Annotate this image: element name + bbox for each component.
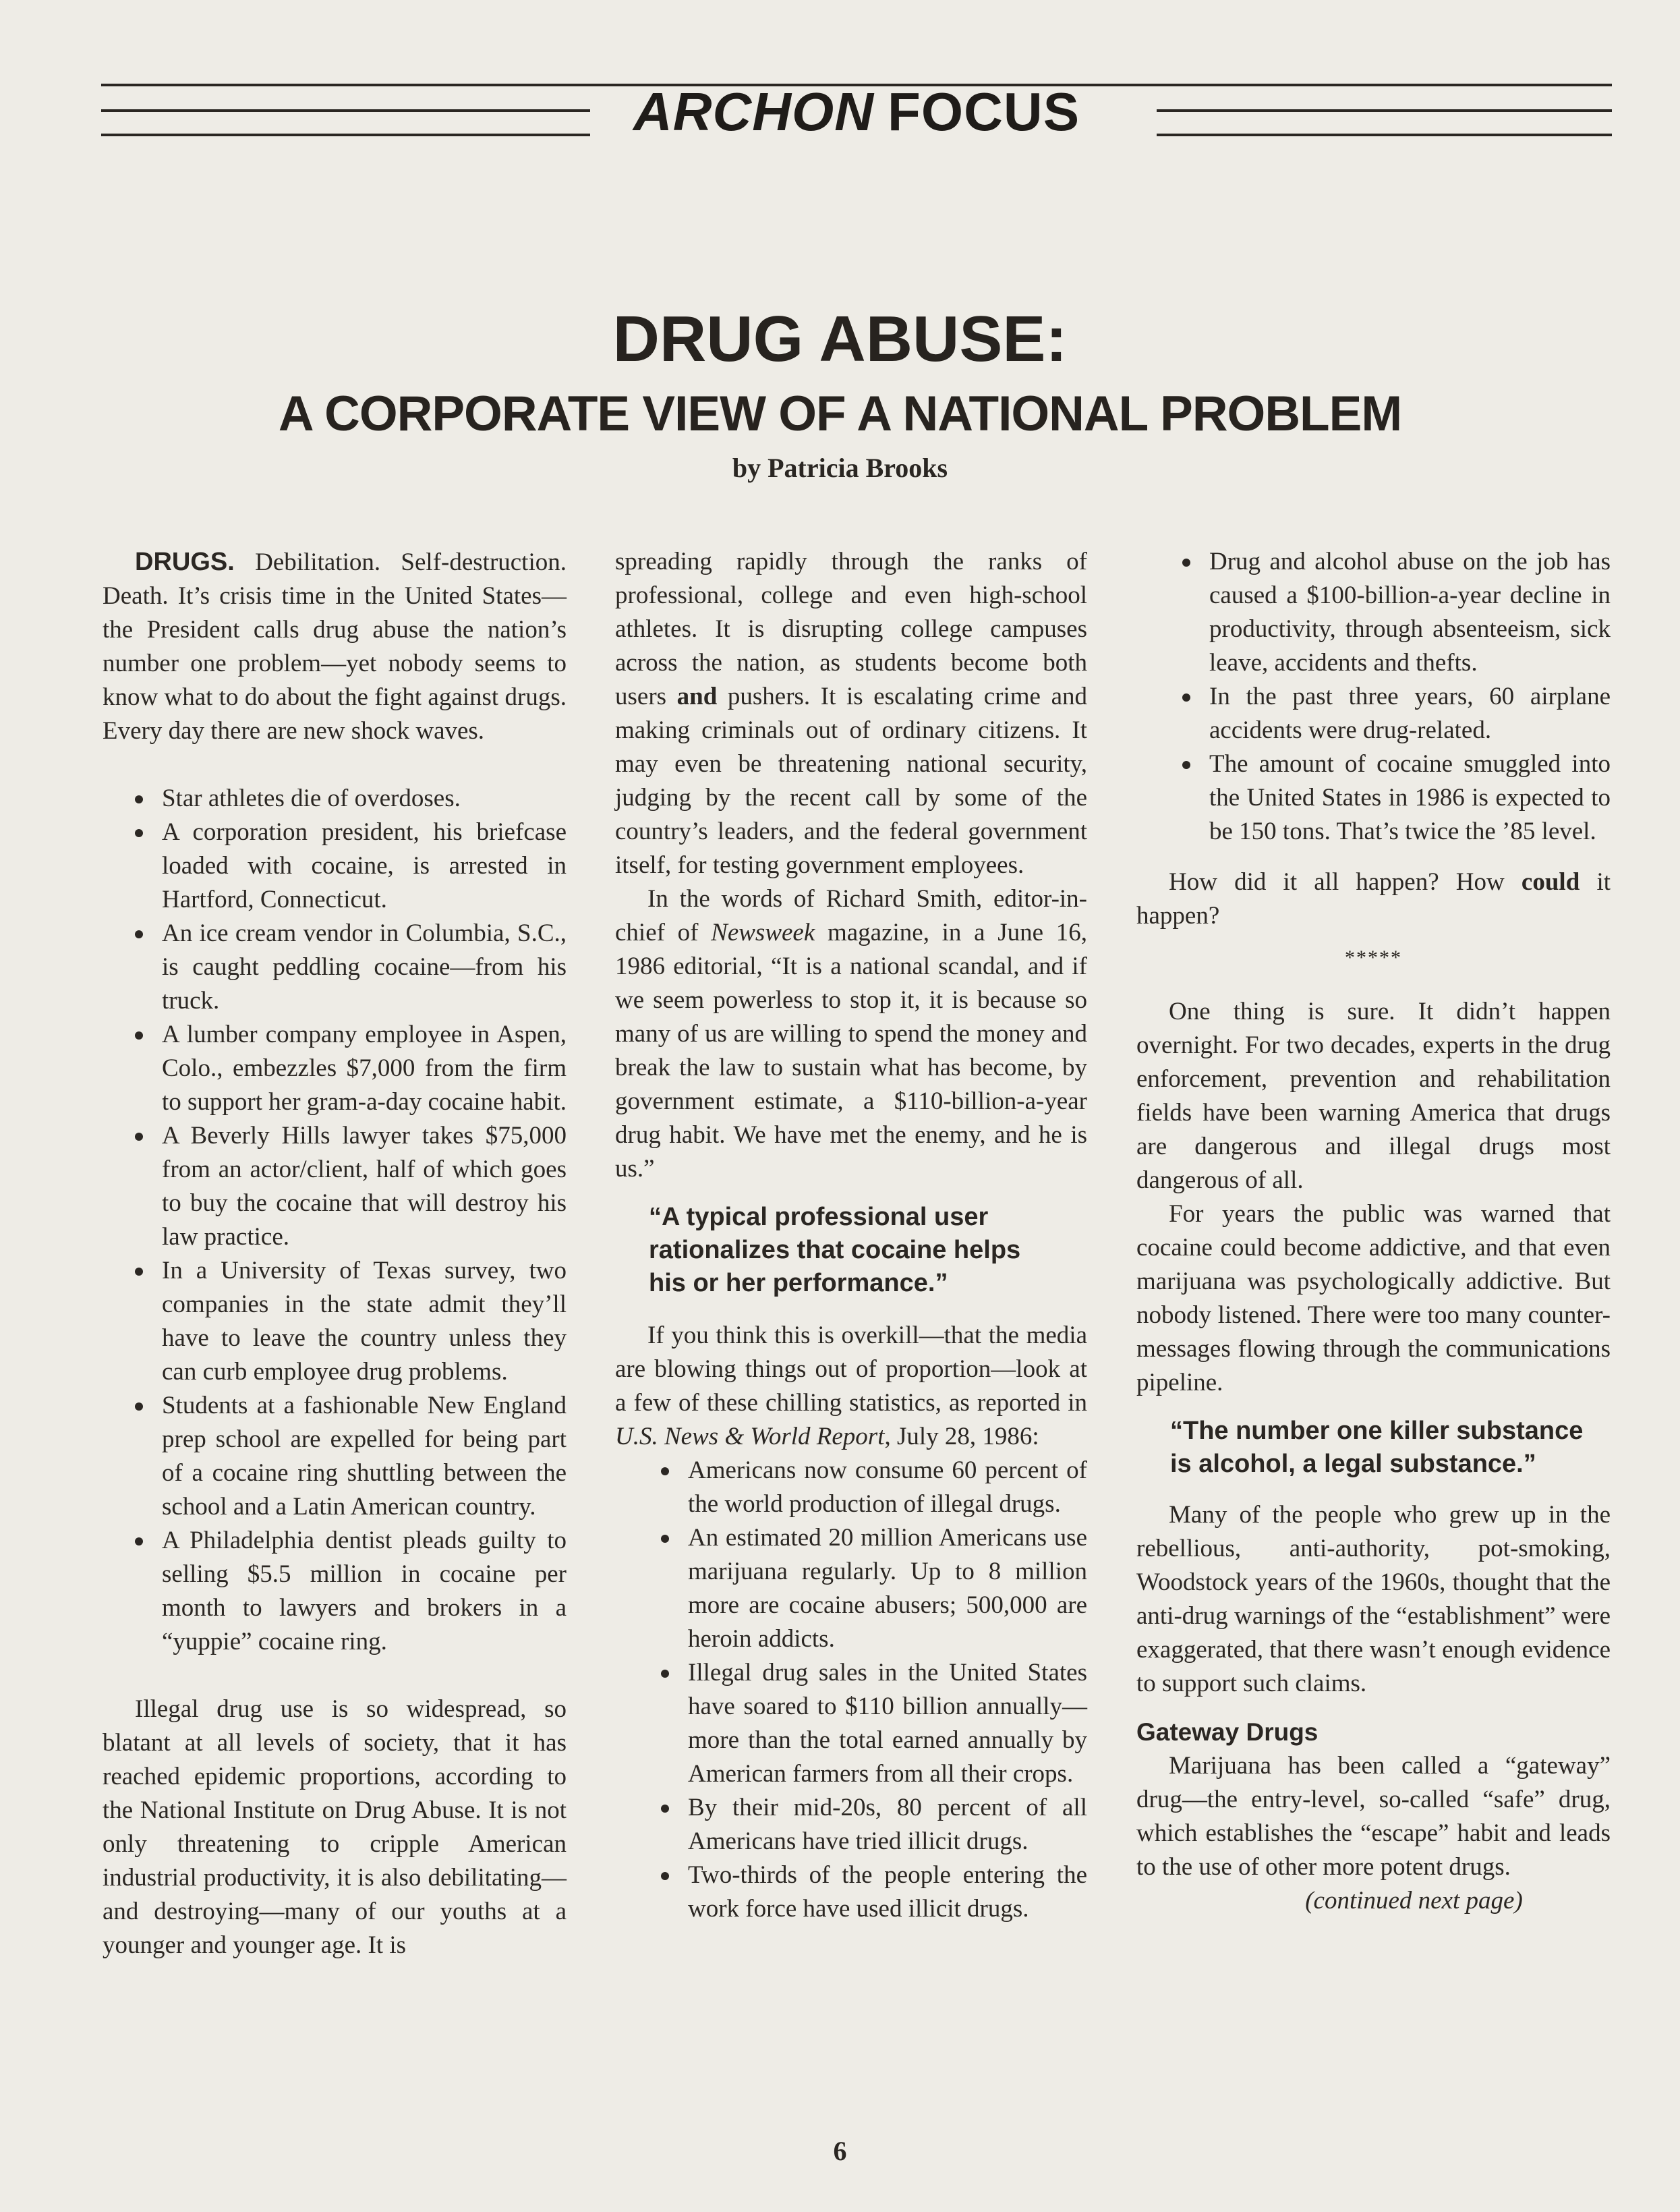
statistics-list-continued [1177,545,1611,849]
section-break: ***** [1345,946,1402,969]
emphasis: and [676,683,718,710]
masthead [101,74,1612,142]
statistics-list [656,1454,1087,1926]
list-item: A lumber company employee in Aspen, Colo., embezzles $7,000 from the firm to support her gram-a-day cocaine habit. [129,1018,567,1119]
section-heading: Gateway Drugs [1136,1718,1319,1746]
paragraph [615,882,1087,1186]
text-run: pushers. It is escalating crime and making criminals out of ordinary citizens. It may even be threatening national security, judging by the recent call by some of the country’s leaders, and the federal government itself, for testing government employees. [615,683,1087,879]
list-item: A Philadelphia dentist pleads guilty to selling $5.5 million in cocaine per month to lawyers and brokers in a “yuppie” cocaine ring. [129,1524,567,1659]
pull-quote: “A typical professional user rationalizes that cocaine helps his or her performance.” [649,1203,1021,1297]
list-item: Star athletes die of overdoses. [129,782,567,816]
pull-quote: “The number one killer substance is alcohol, a legal substance.” [1170,1417,1584,1478]
paragraph: One thing is sure. It didn’t happen overnight. For two decades, experts in the drug enforcement, prevention and rehabilitation fields have been warning America that drugs are dangerous and illegal drugs most dangerous of all. [1136,998,1611,1194]
paragraph: Illegal drug use is so widespread, so blatant at all levels of society, that it has reached epidemic proportions, according to the National Institute on Drug Abuse. It is not only threatening to cripple American industrial productivity, it is also debilitating—and destroying—many of our youths at a younger and younger age. It is [103,1695,567,1959]
masthead-archon: ARCHON [633,82,875,142]
publication-name: U.S. News & World Report [615,1423,885,1450]
list-item: The amount of cocaine smuggled into the United States in 1986 is expected to be 150 tons. That’s twice the ’85 level. [1177,747,1611,849]
column-2 [615,545,1087,1926]
continued-note: (continued next page) [1305,1887,1523,1915]
list-item: In a University of Texas survey, two companies in the state admit they’ll have to leave the country unless they can curb employee drug problems. [129,1254,567,1389]
text-run: , July 28, 1986: [884,1423,1039,1450]
paragraph: Marijuana has been called a “gateway” drug—the entry-level, so-called “safe” drug, which establishes the “escape” habit and leads to the use of other more potent drugs. [1136,1752,1611,1881]
emphasis: could [1521,868,1580,896]
paragraph [615,1319,1087,1454]
article-subtitle: A CORPORATE VIEW OF A NATIONAL PROBLEM [278,387,1402,441]
column-1 [103,545,567,1962]
intro-paragraph [103,545,567,748]
list-item: Illegal drug sales in the United States have soared to $110 billion annually—more than the total earned annually by American farmers from all their crops. [656,1656,1087,1791]
column-3 [1136,545,1611,1918]
list-item: Drug and alcohol abuse on the job has caused a $100-billion-a-year decline in productivity, through absenteeism, sick leave, accidents and thefts. [1177,545,1611,680]
page-number: 6 [833,2136,847,2166]
list-item: An ice cream vendor in Columbia, S.C., is caught peddling cocaine—from his truck. [129,917,567,1018]
list-item: In the past three years, 60 airplane accidents were drug-related. [1177,680,1611,747]
text-run: If you think this is overkill—that the media are blowing things out of proportion—look at a few of these chilling statistics, as reported in [615,1322,1087,1417]
list-item: Students at a fashionable New England prep school are expelled for being part of a cocaine ring shuttling between the school and a Latin American country. [129,1389,567,1524]
text-run: magazine, in a June 16, 1986 editorial, “It is a national scandal, and if we seem powerless to stop it, it is because so many of us are willing to spend the money and break the law to sustain what has become, by government estimate, a $110-billion-a-year drug habit. We have met the enemy, and he is us.” [615,919,1087,1183]
text-run: spreading rapidly through the ranks of professional, college and even high-school athletes. It is disrupting college campuses across the nation, as students become both users [615,548,1087,710]
publication-name: Newsweek [711,919,815,946]
lead-word: DRUGS. [135,548,235,576]
list-item: A Beverly Hills lawyer takes $75,000 from an actor/client, half of which goes to buy the cocaine that will destroy his law practice. [129,1119,567,1254]
intro-text: Debilitation. Self-destruction. Death. It’s crisis time in the United States—the President calls drug abuse the nation’s number one problem—yet nobody seems to know what to do about the fight against drugs. Every day there are new shock waves. [103,548,567,745]
paragraph: Many of the people who grew up in the rebellious, anti-authority, pot-smoking, Woodstock years of the 1960s, thought that the anti-drug warnings of the “establishment” were exaggerated, that there wasn’t enough evidence to support such claims. [1136,1501,1611,1697]
text-run: it happen? [1136,868,1611,930]
byline: by Patricia Brooks [732,453,948,483]
list-item: A corporation president, his briefcase loaded with cocaine, is arrested in Hartford, Connecticut. [129,816,567,917]
masthead-label [101,81,1612,143]
paragraph [1136,866,1611,933]
article-title: DRUG ABUSE: [612,303,1068,375]
text-run: In the words of Richard Smith, editor-in-chief of [615,885,1087,946]
list-item: Americans now consume 60 percent of the world production of illegal drugs. [656,1454,1087,1521]
paragraph: For years the public was warned that cocaine could become addictive, and that even marijuana was psychologically addictive. But nobody listened. There were too many counter-messages flowing through the communications pipeline. [1136,1200,1611,1396]
list-item: An estimated 20 million Americans use marijuana regularly. Up to 8 million more are cocaine abusers; 500,000 are heroin addicts. [656,1521,1087,1656]
paragraph [615,545,1087,882]
list-item: By their mid-20s, 80 percent of all Americans have tried illicit drugs. [656,1791,1087,1859]
masthead-focus: FOCUS [888,82,1080,142]
examples-list [129,782,567,1659]
text-run: How did it all happen? How [1169,868,1505,896]
list-item: Two-thirds of the people entering the work force have used illicit drugs. [656,1859,1087,1926]
